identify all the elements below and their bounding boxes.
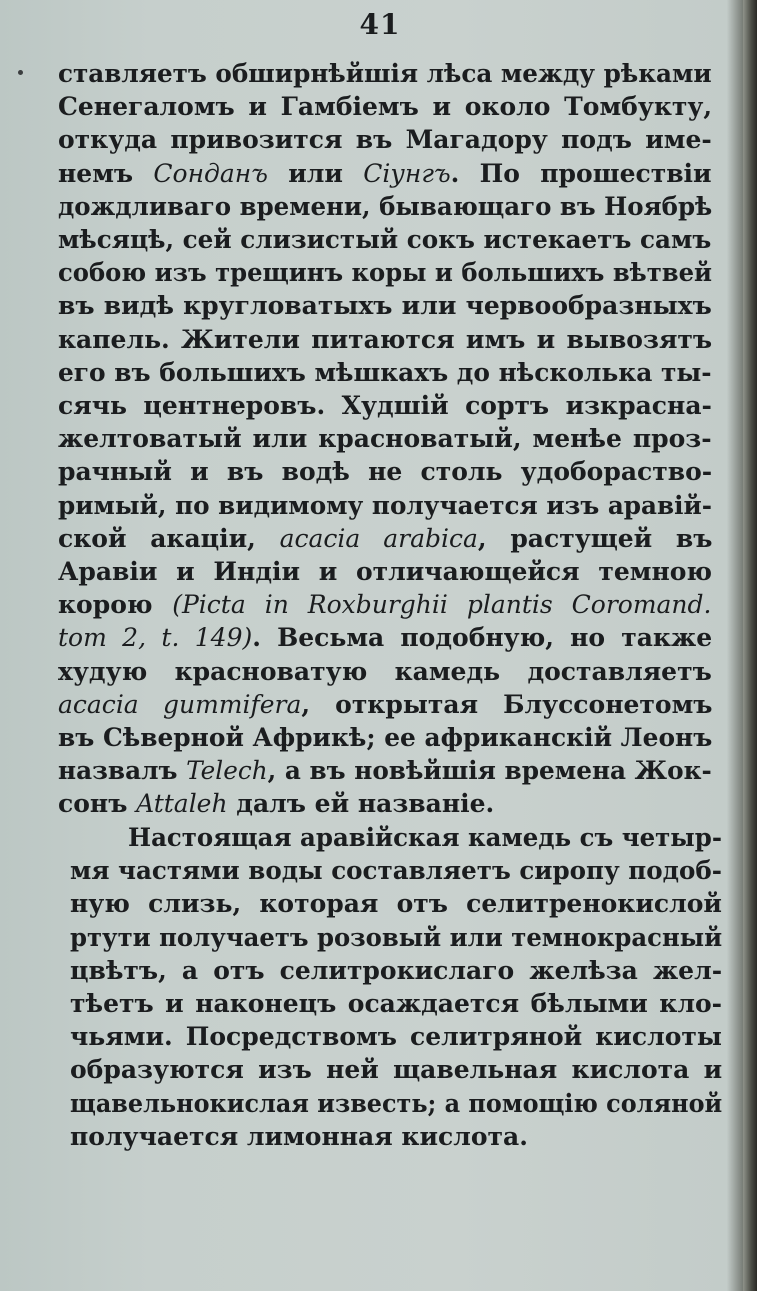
body-text: или (267, 158, 364, 188)
text-line (58, 622, 712, 654)
text-line (58, 556, 712, 588)
text-line (58, 689, 712, 721)
text-line (58, 324, 712, 356)
body-text: рачный и въ водѣ не столь удобораство- (58, 457, 713, 487)
body-text: ную слизь, которая отъ селитренокислой (70, 889, 722, 919)
text-line (58, 357, 712, 389)
body-text: щавельнокислая известь; а помощію соляной (70, 1088, 723, 1118)
text-line (70, 1021, 722, 1053)
body-text: желтоватый или красноватый, менѣе проз- (58, 424, 712, 454)
body-text: въ видѣ кругловатыхъ или червообразныхъ (58, 291, 712, 321)
text-line (58, 755, 712, 787)
body-text: получается лимонная кислота. (70, 1121, 528, 1151)
text-line (58, 423, 712, 455)
page-edge (743, 0, 757, 1291)
body-text: далъ ей названіе. (227, 789, 495, 819)
text-line (58, 722, 712, 754)
italic-text: (Picta in Roxburghii plantis Coromand. (172, 590, 712, 620)
text-line (70, 855, 722, 887)
text-line (58, 523, 712, 555)
body-text: его въ большихъ мѣшкахъ до нѣсколька ты- (58, 357, 712, 387)
body-text: . По прошествіи (450, 158, 712, 188)
body-text: ртути получаетъ розовый или темнокрасный (70, 922, 723, 952)
italic-text: tom 2, t. 149) (58, 623, 253, 653)
body-text: корою (58, 590, 173, 620)
body-text: дождливаго времени, бывающаго въ Ноябрѣ (58, 191, 713, 221)
text-line (128, 822, 722, 854)
text-line (58, 788, 494, 820)
body-text: образуются изъ ней щавельная кислота и (70, 1055, 723, 1085)
text-line (58, 290, 712, 322)
body-text: цвѣтъ, а отъ селитрокислаго желѣза жел- (70, 955, 723, 985)
text-line (58, 191, 712, 223)
text-line (58, 158, 712, 190)
text-line (70, 922, 722, 954)
text-line (58, 124, 712, 156)
text-line (58, 58, 712, 90)
italic-text: acacia gummifera (58, 689, 302, 719)
text-line (58, 456, 712, 488)
text-line (58, 224, 711, 256)
text-line (58, 656, 712, 688)
body-text: немъ (58, 158, 154, 188)
text-line (70, 1054, 722, 1086)
body-text: , открытая Блуссонетомъ (301, 689, 713, 719)
text-line (70, 888, 722, 920)
text-line (58, 490, 712, 522)
body-text: капель. Жители питаются имъ и вывозятъ (58, 324, 713, 354)
text-line (70, 1121, 528, 1153)
body-text: назвалъ (58, 756, 187, 786)
italic-text: Сіунгъ (363, 158, 451, 188)
page-number: 41 (359, 8, 401, 41)
body-text: тѣетъ и наконецъ осаждается бѣлыми кло- (70, 989, 723, 1018)
body-text: сячь центнеровъ. Худшій сортъ изкрасна- (58, 391, 712, 420)
body-text: мя частями воды составляетъ сиропу подоб- (70, 856, 722, 886)
body-text: ставляетъ обширнѣйшія лѣса между рѣками (58, 59, 712, 88)
body-text: , а въ новѣйшія времена Жок- (267, 756, 712, 786)
body-text: Настоящая аравійская камедь съ четыр- (128, 823, 722, 852)
body-text: откуда привозится въ Магадору подъ име- (58, 125, 712, 155)
ink-dot (18, 70, 23, 75)
text-line (58, 390, 712, 422)
body-text: собою изъ трещинъ коры и большихъ вѣтвей (58, 258, 713, 288)
body-text: Аравіи и Индіи и отличающейся темною (58, 557, 713, 586)
body-text: . Весьма подобную, но также (252, 623, 713, 653)
text-line (70, 988, 722, 1020)
text-line (58, 589, 712, 621)
body-text: мѣсяцѣ, сей слизистый сокъ истекаетъ самъ (58, 225, 712, 254)
body-text: въ Сѣверной Африкѣ; ее африканскій Леонъ (58, 723, 713, 752)
text-line (58, 91, 712, 123)
italic-text: Telech (186, 756, 268, 786)
body-text: сонъ (58, 789, 137, 819)
body-text: римый, по видимому получается изъ аравій- (58, 490, 713, 520)
text-line (70, 1088, 722, 1120)
body-text: худую красноватую камедь доставляетъ (58, 656, 712, 686)
body-text: , растущей въ (477, 523, 713, 553)
body-text: ской акаціи, (58, 523, 280, 553)
body-text: чьями. Посредствомъ селитряной кислоты (70, 1022, 722, 1052)
italic-text: Attaleh (136, 789, 228, 819)
italic-text: acacia arabica (279, 523, 478, 553)
italic-text: Сонданъ (153, 158, 268, 188)
text-line (70, 955, 722, 987)
body-text: Сенегаломъ и Гамбіемъ и около Томбукту, (58, 92, 713, 122)
text-line (58, 257, 712, 289)
